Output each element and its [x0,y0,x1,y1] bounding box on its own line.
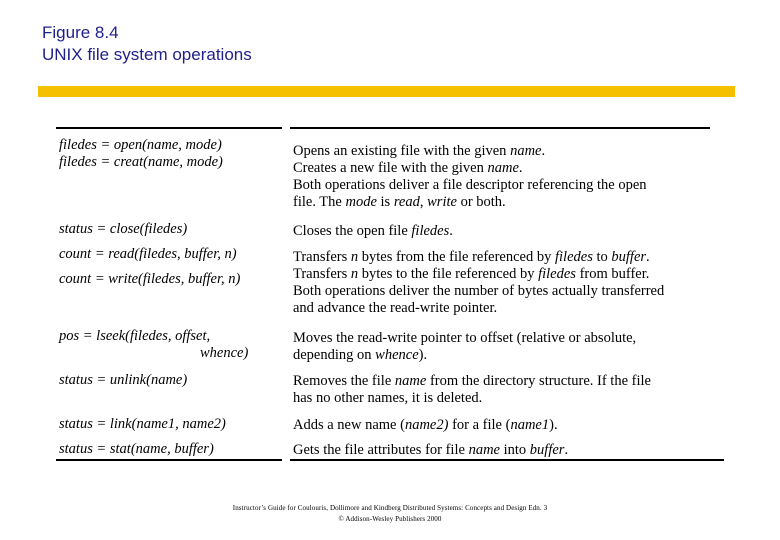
description-text: Transfers [293,266,351,282]
description-text: Creates a new file with the given [293,160,488,176]
description-emphasis: name1 [510,417,550,433]
description-text: . [541,143,546,159]
description-line [293,143,733,160]
table-bottom-rule-left [56,459,282,461]
figure-caption: UNIX file system operations [42,45,252,64]
description-text: Gets the file attributes for file [293,442,469,458]
description-emphasis: mode [345,194,377,210]
call-line: status = stat(name, buffer) [59,441,214,457]
description-emphasis: filedes [411,223,450,239]
description-line [293,223,733,240]
table-bottom-rule-right [290,459,724,461]
call-line: status = link(name1, name2) [59,416,226,432]
description-emphasis: n [350,266,359,282]
table-top-rule-left [56,127,282,129]
description-text: bytes to the file referenced by [358,266,539,282]
description-text: Adds a new name ( [293,417,405,433]
figure-number: Figure 8.4 [42,23,119,42]
call-line: status = unlink(name) [59,372,188,388]
description-line [293,373,733,390]
description-text: has no other names, it is deleted. [293,390,483,406]
footer-line: © Addison-Wesley Publishers 2000 [338,515,442,523]
description-text: ). [418,347,428,363]
accent-bar [38,86,735,97]
footer-credit [0,503,780,525]
description-emphasis: write [427,194,457,210]
call-line: status = close(filedes) [59,221,188,237]
description-line [293,249,733,266]
call-line: count = read(filedes, buffer, n) [59,246,237,262]
description-text: . [449,223,453,239]
description-text: , [419,194,428,210]
description-text: is [376,194,394,210]
description-line [293,194,733,211]
call-line: whence) [200,345,249,361]
description-text: depending on [293,347,376,363]
description-text: Transfers [293,249,351,265]
description-line [293,390,733,407]
description-text: . [564,442,569,458]
description-emphasis: name [510,143,542,159]
figure-title [42,22,252,66]
operation-description [293,442,733,459]
description-text: for a file ( [448,417,511,433]
operation-call-stat [59,441,214,458]
description-emphasis: read [393,194,420,210]
operation-call-unlink [59,372,187,389]
description-text: . [518,160,523,176]
description-text: Both operations deliver the number of bytes actually transferred [293,283,665,299]
description-line [293,330,733,347]
footer-line: Instructor’s Guide for Coulouris, Dollimore and Kindberg Distributed Systems: Concepts and Design Edn. 3 [232,504,548,512]
description-line [293,347,733,364]
description-emphasis: filedes [538,266,576,282]
operation-description [293,417,733,434]
operation-call-lseek [59,328,248,362]
description-line [293,266,733,283]
description-line [293,283,733,300]
description-emphasis: n [350,249,359,265]
operation-description [293,249,733,317]
description-text: to [592,249,612,265]
description-text: Both operations deliver a file descriptor referencing the open [293,177,647,193]
description-text: and advance the read-write pointer. [293,300,498,316]
description-text: ). [549,417,558,433]
call-line: pos = lseek(filedes, offset, [59,328,211,344]
description-text: into [499,442,530,458]
description-text: Closes the open file [293,223,412,239]
description-text: . [646,249,650,265]
operation-call-link [59,416,226,433]
call-line: filedes = open(name, mode) [59,137,222,153]
table-top-rule-right [290,127,710,129]
description-emphasis: buffer [611,249,647,265]
operation-call-read-write [59,246,240,288]
description-emphasis: buffer [529,442,565,458]
description-emphasis: name [394,373,427,389]
description-text: Opens an existing file with the given [293,143,511,159]
operation-call-open-creat [59,137,223,171]
description-text: or both. [456,194,506,210]
description-line [293,417,733,434]
description-text: bytes from the file referenced by [358,249,555,265]
operation-description [293,373,733,407]
description-emphasis: name [487,160,519,176]
operation-description [293,330,733,364]
operation-call-close [59,221,187,238]
description-text: file. The [293,194,346,210]
description-line [293,442,733,459]
call-line: count = write(filedes, buffer, n) [59,271,241,287]
description-line [293,177,733,194]
description-line [293,160,733,177]
description-line [293,300,733,317]
description-text: Removes the file [293,373,395,389]
description-text: Moves the read-write pointer to offset (relative or absolute, [293,330,637,346]
description-text: from the directory structure. If the file [426,373,651,389]
operation-description [293,143,733,211]
description-emphasis: filedes [555,249,593,265]
description-emphasis: name2) [404,417,449,433]
description-text: from buffer. [575,266,650,282]
operation-description [293,223,733,240]
description-emphasis: name [468,442,500,458]
call-line: filedes = creat(name, mode) [59,154,223,170]
description-emphasis: whence [375,347,419,363]
